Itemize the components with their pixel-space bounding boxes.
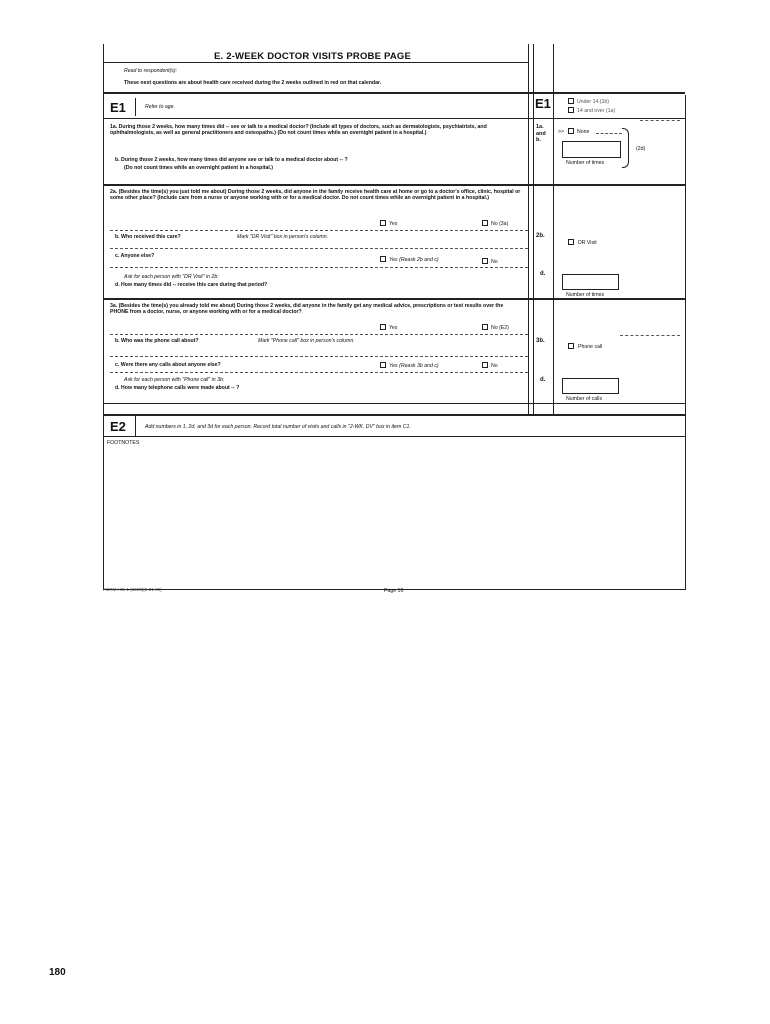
frame-left-rule (103, 44, 104, 590)
q3d-ref: d. (540, 377, 546, 383)
q2a-no-label: No (3a) (491, 221, 509, 227)
q2c-top-dash (110, 248, 528, 249)
q1-none-label: None (577, 129, 590, 135)
q2b-ref: 2b. (536, 233, 545, 239)
q2a-yes-checkbox[interactable] (380, 220, 386, 226)
q2d-number-input[interactable] (562, 274, 619, 290)
q2c-yes-checkbox[interactable] (380, 256, 386, 262)
q2b-top-dash (110, 230, 528, 231)
q1b-note: (Do not count times while an overnight patient in a hospital.) (124, 165, 274, 171)
q2d-text: d. How many times did -- receive this care during that period? (115, 282, 268, 288)
page-number: 180 (49, 967, 66, 978)
q3c-yes-checkbox[interactable] (380, 362, 386, 368)
intro-bottom-rule (103, 92, 685, 94)
e1-instruction: Refer to age. (145, 104, 175, 110)
e1-14over-label: 14 and over (1a) (577, 108, 616, 114)
q3c-top-dash (110, 356, 528, 357)
q2b-drvisit-checkbox[interactable] (568, 239, 574, 245)
q1b-text: b. During those 2 weeks, how many times did anyone see or talk to a medical doctor about -- ? (115, 157, 348, 163)
frame-center-rule-2 (533, 44, 534, 414)
q2d-top-dash (110, 267, 528, 268)
q3-ask-note: Ask for each person with "Phone call" in 3b: (124, 377, 225, 383)
q3a-text: 3a. (Besides the time(s) you already told me about) During those 2 weeks, did anyone in the family get any medical advice, prescriptions or test results over the PHONE from a doctor, nurse, or anyone working with or for a medical doctor? (110, 303, 504, 316)
q2b-instruction: Mark "DR Visit" box in person's column. (237, 234, 329, 240)
e2-instruction: Add numbers in 1, 2d, and 3d for each person. Record total number of visits and calls in "2-WK. DV" box in item C1. (145, 424, 411, 430)
q1-right-dash (640, 120, 680, 121)
e1-label-divider (135, 98, 136, 116)
e1-under14-label: Under 14 (1b) (577, 99, 610, 105)
q1-number-input[interactable] (562, 141, 621, 158)
q2a-no-checkbox[interactable] (482, 220, 488, 226)
q1-bottom-rule (103, 184, 685, 186)
q3c-text: c. Were there any calls about anyone else? (115, 362, 221, 368)
q3d-text: d. How many telephone calls were made about -- ? (115, 385, 240, 391)
q2c-text: c. Anyone else? (115, 253, 155, 259)
q1-bracket-note: (2d) (636, 146, 646, 152)
right-column-dash (620, 335, 680, 336)
q2c-no-checkbox[interactable] (482, 258, 488, 264)
q3b-phonecall-label: Phone call (578, 344, 603, 350)
intro-text: These next questions are about health care received during the 2 weeks outlined in red on that calendar. (124, 80, 382, 86)
header-top-rule (103, 62, 528, 63)
q2b-drvisit-label: DR Visit (578, 240, 597, 246)
q2b-text: b. Who received this care? (115, 234, 181, 240)
q2d-ref: d. (540, 271, 546, 277)
frame-ref-rule (553, 44, 554, 414)
q1-ref: 1a. and b. (536, 124, 546, 143)
e2-label-divider (135, 416, 136, 436)
e2-label: E2 (110, 419, 126, 434)
e2-bottom-rule (103, 436, 685, 437)
q3b-top-dash (110, 334, 528, 335)
q3a-yes-checkbox[interactable] (380, 324, 386, 330)
q3a-no-checkbox[interactable] (482, 324, 488, 330)
q1-number-label: Number of times (566, 160, 605, 166)
q1-none-line (596, 133, 622, 134)
e1-under14-checkbox[interactable] (568, 98, 574, 104)
q1-arrow-glyph: >> (558, 129, 565, 135)
q3d-number-input[interactable] (562, 378, 619, 394)
e1-14over-checkbox[interactable] (568, 107, 574, 113)
q3a-no-label: No (E2) (491, 325, 509, 331)
footnotes-label: FOOTNOTES (107, 440, 140, 446)
q2c-no-label: No (491, 259, 498, 265)
q3b-text: b. Who was the phone call about? (115, 338, 199, 344)
q3c-no-checkbox[interactable] (482, 362, 488, 368)
q3b-ref: 3b. (536, 338, 545, 344)
q3c-no-label: No (491, 363, 498, 369)
q2a-text: 2a. (Besides the time(s) you just told me about) During those 2 weeks, did anyone in the family receive health care at home or go to a doctor's office, clinic, hospital or some other place? (Include care from a nurse or anyone working with or for a medical doctor. Do not count times while an overnight patient in a hospital.) (110, 189, 521, 202)
q3-bottom-rule (103, 403, 685, 404)
frame-right-rule (685, 95, 686, 590)
q2-ask-note: Ask for each person with "DR Visit" in 2b: (124, 274, 219, 280)
q2a-yes-label: Yes (389, 221, 398, 227)
q2d-number-label: Number of times (566, 292, 605, 298)
page-footer-label: Page 16 (384, 588, 404, 594)
q3d-top-dash (110, 372, 528, 373)
form-id: FORM HIS-1 (1990)(1-21-89) (103, 587, 162, 592)
q3d-number-label: Number of calls (566, 396, 603, 402)
e1-bottom-rule (103, 118, 685, 119)
e2-top-rule (103, 414, 685, 416)
e1-right-label: E1 (535, 96, 551, 111)
q1-none-checkbox[interactable] (568, 128, 574, 134)
q3b-instruction: Mark "Phone call" box in person's column. (258, 338, 355, 344)
e1-label: E1 (110, 100, 126, 115)
q2c-yes-label: Yes (Reask 2b and c) (389, 257, 439, 263)
q3c-yes-label: Yes (Reask 3b and c) (389, 363, 439, 369)
q3b-phonecall-checkbox[interactable] (568, 343, 574, 349)
q3a-yes-label: Yes (389, 325, 398, 331)
page-title: E. 2-WEEK DOCTOR VISITS PROBE PAGE (214, 51, 412, 62)
q1a-text: 1a. During those 2 weeks, how many times did -- see or talk to a medical doctor? (Include all types of doctors, such as dermatologists, psychiatrists, and ophthalmologists, as well as general practitioners and osteopaths.) (Do not count times while an overnight patient in a hospital.) (110, 124, 487, 137)
read-to-respondent: Read to respondent(s): (124, 68, 178, 74)
q1-bracket (622, 128, 629, 168)
frame-center-rule (528, 44, 529, 414)
